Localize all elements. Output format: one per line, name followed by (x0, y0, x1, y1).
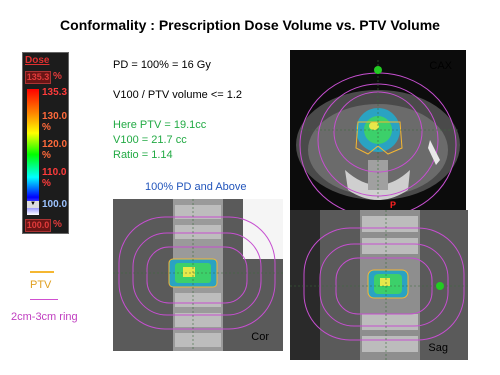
page-title: Conformality : Prescription Dose Volume vs. PTV Volume (60, 17, 440, 33)
ptv-legend-line (30, 271, 54, 273)
ring-legend-line (30, 299, 58, 300)
dose-max-unit: % (53, 71, 62, 82)
dose-tick-2: 130.0 % (42, 111, 68, 133)
pd-above-text: 100% PD and Above (145, 181, 247, 193)
cor-view[interactable] (113, 199, 283, 351)
cor-image (113, 199, 283, 351)
here-ptv-text: Here PTV = 19.1cc (113, 119, 207, 131)
v100-text: V100 = 21.7 cc (113, 134, 187, 146)
dose-tick-3: 120.0 % (42, 139, 68, 161)
dose-tick-1: 135.3 (42, 87, 68, 98)
dose-gradient (27, 89, 39, 215)
scroll-down-icon[interactable]: ▼ (27, 201, 39, 208)
dose-max-box[interactable]: 135.3 (26, 72, 50, 82)
cax-orientation-marker: P (390, 200, 397, 210)
cor-label: Cor (251, 331, 269, 343)
cax-view[interactable] (290, 50, 466, 210)
dose-min-box[interactable]: 100.0 (26, 220, 50, 230)
sag-label: Sag (428, 342, 448, 354)
dose-tick-4: 110.0 % (42, 167, 67, 189)
sag-image (290, 210, 468, 360)
dose-tick-5: 100.0 (42, 199, 68, 210)
v100-ratio-text: V100 / PTV volume <= 1.2 (113, 89, 243, 101)
cax-image (290, 50, 466, 210)
sag-view[interactable] (290, 210, 468, 360)
pd-text: PD = 100% = 16 Gy (113, 59, 211, 71)
dose-min-unit: % (53, 219, 62, 230)
ratio-text: Ratio = 1.14 (113, 149, 173, 161)
ring-legend-label: 2cm-3cm ring (11, 311, 78, 323)
cax-label: CAX (429, 60, 452, 72)
ptv-legend-label: PTV (30, 279, 52, 291)
dose-header: Dose (25, 55, 50, 66)
dose-colorbar (22, 52, 69, 234)
